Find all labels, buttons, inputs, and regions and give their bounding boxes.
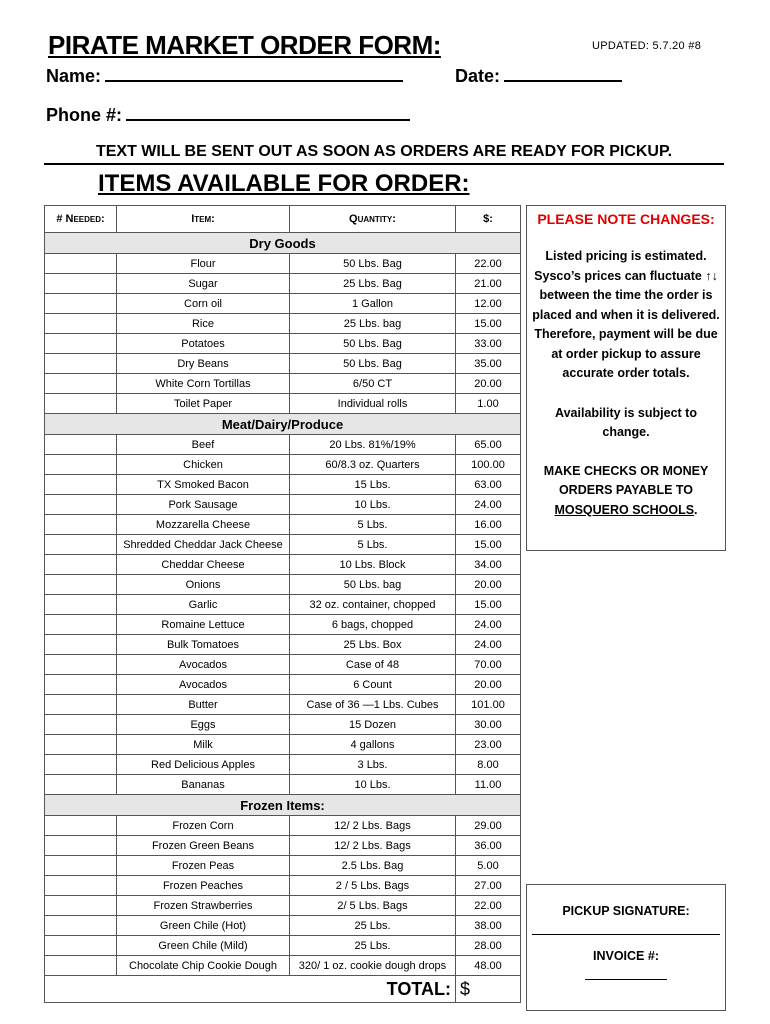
item-name: Potatoes: [117, 334, 290, 354]
header-price: $:: [456, 206, 521, 233]
item-row: [45, 836, 521, 856]
item-quantity: 32 oz. container, chopped: [290, 595, 456, 615]
item-price: 15.00: [456, 314, 521, 334]
item-row: [45, 916, 521, 936]
item-name: Milk: [117, 735, 290, 755]
item-name: Frozen Peas: [117, 856, 290, 876]
order-table-body: [45, 233, 521, 1003]
needed-input-cell[interactable]: [45, 495, 117, 515]
item-row: [45, 354, 521, 374]
item-price: 63.00: [456, 475, 521, 495]
needed-input-cell[interactable]: [45, 515, 117, 535]
item-name: Cheddar Cheese: [117, 555, 290, 575]
item-quantity: Case of 48: [290, 655, 456, 675]
item-quantity: 5 Lbs.: [290, 535, 456, 555]
item-quantity: 2/ 5 Lbs. Bags: [290, 896, 456, 916]
item-name: Shredded Cheddar Jack Cheese: [117, 535, 290, 555]
needed-input-cell[interactable]: [45, 876, 117, 896]
item-price: 12.00: [456, 294, 521, 314]
item-quantity: 6 Count: [290, 675, 456, 695]
item-quantity: 25 Lbs.: [290, 936, 456, 956]
needed-input-cell[interactable]: [45, 916, 117, 936]
item-quantity: 10 Lbs.: [290, 775, 456, 795]
needed-input-cell[interactable]: [45, 374, 117, 394]
item-row: [45, 896, 521, 916]
item-row: [45, 735, 521, 755]
item-row: [45, 675, 521, 695]
item-name: White Corn Tortillas: [117, 374, 290, 394]
item-quantity: 5 Lbs.: [290, 515, 456, 535]
needed-input-cell[interactable]: [45, 394, 117, 414]
item-name: Romaine Lettuce: [117, 615, 290, 635]
section-header-row: [45, 233, 521, 254]
item-name: Chicken: [117, 455, 290, 475]
item-name: Beef: [117, 435, 290, 455]
updated-stamp: UPDATED: 5.7.20 #8: [592, 40, 702, 52]
item-price: 101.00: [456, 695, 521, 715]
pricing-note: [531, 247, 721, 384]
item-price: 29.00: [456, 816, 521, 836]
needed-input-cell[interactable]: [45, 475, 117, 495]
item-name: Rice: [117, 314, 290, 334]
item-name: Frozen Peaches: [117, 876, 290, 896]
item-quantity: 3 Lbs.: [290, 755, 456, 775]
item-row: [45, 555, 521, 575]
pickup-notice: TEXT WILL BE SENT OUT AS SOON AS ORDERS ARE READY FOR PICKUP.: [44, 143, 724, 165]
section-header-row: [45, 414, 521, 435]
item-row: [45, 936, 521, 956]
needed-input-cell[interactable]: [45, 836, 117, 856]
total-label: TOTAL:: [45, 976, 456, 1003]
item-price: 15.00: [456, 595, 521, 615]
invoice-label: INVOICE #:: [593, 949, 659, 963]
item-quantity: 10 Lbs. Block: [290, 555, 456, 575]
item-price: 33.00: [456, 334, 521, 354]
needed-input-cell[interactable]: [45, 455, 117, 475]
section-title: Meat/Dairy/Produce: [45, 414, 521, 435]
order-table: [44, 205, 521, 1003]
item-row: [45, 495, 521, 515]
item-name: Dry Beans: [117, 354, 290, 374]
item-name: Chocolate Chip Cookie Dough: [117, 956, 290, 976]
item-row: [45, 455, 521, 475]
item-row: [45, 695, 521, 715]
phone-field: [46, 103, 410, 126]
item-name: Sugar: [117, 274, 290, 294]
item-row: [45, 435, 521, 455]
item-quantity: 25 Lbs. Box: [290, 635, 456, 655]
up-down-arrows-icon: ↑↓: [705, 268, 718, 283]
item-price: 22.00: [456, 254, 521, 274]
phone-label: Phone #:: [46, 105, 123, 125]
needed-input-cell[interactable]: [45, 715, 117, 735]
item-quantity: 4 gallons: [290, 735, 456, 755]
needed-input-cell[interactable]: [45, 575, 117, 595]
item-row: [45, 615, 521, 635]
item-row: [45, 876, 521, 896]
needed-input-cell[interactable]: [45, 314, 117, 334]
needed-input-cell[interactable]: [45, 755, 117, 775]
item-row: [45, 595, 521, 615]
pickup-signature-line[interactable]: [532, 928, 720, 935]
item-quantity: 20 Lbs. 81%/19%: [290, 435, 456, 455]
item-name: Corn oil: [117, 294, 290, 314]
item-quantity: 50 Lbs. Bag: [290, 254, 456, 274]
item-row: [45, 274, 521, 294]
item-quantity: 1 Gallon: [290, 294, 456, 314]
item-quantity: 2 / 5 Lbs. Bags: [290, 876, 456, 896]
item-price: 24.00: [456, 635, 521, 655]
item-price: 15.00: [456, 535, 521, 555]
item-price: 35.00: [456, 354, 521, 374]
item-price: 34.00: [456, 555, 521, 575]
item-name: Butter: [117, 695, 290, 715]
form-title: PIRATE MARKET ORDER FORM:: [48, 30, 441, 60]
pickup-signature-label: PICKUP SIGNATURE:: [562, 904, 690, 918]
date-blank[interactable]: [504, 64, 622, 82]
item-price: 30.00: [456, 715, 521, 735]
needed-input-cell[interactable]: [45, 354, 117, 374]
item-name: Mozzarella Cheese: [117, 515, 290, 535]
item-price: 48.00: [456, 956, 521, 976]
item-price: 36.00: [456, 836, 521, 856]
needed-input-cell[interactable]: [45, 655, 117, 675]
item-price: 27.00: [456, 876, 521, 896]
item-price: 1.00: [456, 394, 521, 414]
signature-box: [526, 884, 726, 1011]
item-price: 5.00: [456, 856, 521, 876]
needed-input-cell[interactable]: [45, 816, 117, 836]
item-quantity: 50 Lbs. Bag: [290, 334, 456, 354]
item-price: 21.00: [456, 274, 521, 294]
header-quantity: Quantity:: [290, 206, 456, 233]
item-row: [45, 715, 521, 735]
item-name: Frozen Corn: [117, 816, 290, 836]
item-row: [45, 314, 521, 334]
item-price: 65.00: [456, 435, 521, 455]
item-row: [45, 294, 521, 314]
item-price: 70.00: [456, 655, 521, 675]
needed-input-cell[interactable]: [45, 555, 117, 575]
needed-input-cell[interactable]: [45, 595, 117, 615]
item-row: [45, 515, 521, 535]
item-quantity: 12/ 2 Lbs. Bags: [290, 836, 456, 856]
item-name: Bananas: [117, 775, 290, 795]
item-name: Eggs: [117, 715, 290, 735]
item-price: 38.00: [456, 916, 521, 936]
item-price: 100.00: [456, 455, 521, 475]
needed-input-cell[interactable]: [45, 896, 117, 916]
item-name: Flour: [117, 254, 290, 274]
needed-input-cell[interactable]: [45, 936, 117, 956]
needed-input-cell[interactable]: [45, 334, 117, 354]
item-quantity: Case of 36 —1 Lbs. Cubes: [290, 695, 456, 715]
item-row: [45, 535, 521, 555]
total-amount-field[interactable]: $: [456, 976, 521, 1003]
item-price: 8.00: [456, 755, 521, 775]
pricing-note-part2: between the time the order is placed and when it is delivered. Therefore, payment will be due at order pickup to assure accurate order totals.: [532, 288, 720, 380]
payment-note-text: MAKE CHECKS OR MONEY ORDERS PAYABLE TO: [543, 463, 709, 497]
total-row: [45, 976, 521, 1003]
item-name: Toilet Paper: [117, 394, 290, 414]
item-row: [45, 816, 521, 836]
item-row: [45, 655, 521, 675]
name-label: Name:: [46, 66, 102, 86]
needed-input-cell[interactable]: [45, 435, 117, 455]
item-row: [45, 956, 521, 976]
name-blank[interactable]: [105, 64, 403, 82]
phone-blank[interactable]: [126, 103, 410, 121]
section-title: Dry Goods: [45, 233, 521, 254]
payee-name: MOSQUERO SCHOOLS: [554, 502, 695, 517]
item-row: [45, 635, 521, 655]
needed-input-cell[interactable]: [45, 254, 117, 274]
item-name: Green Chile (Hot): [117, 916, 290, 936]
item-price: 24.00: [456, 495, 521, 515]
items-title: ITEMS AVAILABLE FOR ORDER:: [98, 170, 470, 197]
item-price: 23.00: [456, 735, 521, 755]
notes-box: [526, 205, 726, 551]
item-name: Onions: [117, 575, 290, 595]
item-price: 22.00: [456, 896, 521, 916]
item-name: Pork Sausage: [117, 495, 290, 515]
item-quantity: 25 Lbs.: [290, 916, 456, 936]
item-quantity: 320/ 1 oz. cookie dough drops: [290, 956, 456, 976]
item-quantity: 25 Lbs. bag: [290, 314, 456, 334]
item-row: [45, 755, 521, 775]
item-row: [45, 775, 521, 795]
payment-note: [531, 462, 721, 521]
item-price: 24.00: [456, 615, 521, 635]
item-row: [45, 374, 521, 394]
item-quantity: 50 Lbs. bag: [290, 575, 456, 595]
notes-heading: PLEASE NOTE CHANGES:: [537, 211, 715, 227]
needed-input-cell[interactable]: [45, 775, 117, 795]
item-quantity: 15 Dozen: [290, 715, 456, 735]
needed-input-cell[interactable]: [45, 615, 117, 635]
item-row: [45, 394, 521, 414]
item-name: Avocados: [117, 675, 290, 695]
item-quantity: 10 Lbs.: [290, 495, 456, 515]
payment-note-period: .: [694, 502, 698, 517]
section-title: Frozen Items:: [45, 795, 521, 816]
item-row: [45, 334, 521, 354]
item-quantity: 6/50 CT: [290, 374, 456, 394]
item-price: 28.00: [456, 936, 521, 956]
item-row: [45, 475, 521, 495]
pricing-note-part1: Listed pricing is estimated. Sysco’s prices can fluctuate: [534, 249, 707, 283]
item-price: 20.00: [456, 374, 521, 394]
availability-note: Availability is subject to change.: [555, 405, 697, 439]
item-quantity: 25 Lbs. Bag: [290, 274, 456, 294]
header-item: Item:: [117, 206, 290, 233]
item-quantity: 12/ 2 Lbs. Bags: [290, 816, 456, 836]
date-field: [455, 64, 622, 87]
item-price: 16.00: [456, 515, 521, 535]
item-price: 20.00: [456, 675, 521, 695]
name-field: [46, 64, 403, 87]
needed-input-cell[interactable]: [45, 294, 117, 314]
notes-body: [527, 247, 725, 520]
item-row: [45, 856, 521, 876]
item-row: [45, 575, 521, 595]
needed-input-cell[interactable]: [45, 675, 117, 695]
item-name: TX Smoked Bacon: [117, 475, 290, 495]
needed-input-cell[interactable]: [45, 856, 117, 876]
item-price: 20.00: [456, 575, 521, 595]
date-label: Date:: [455, 66, 501, 86]
item-name: Frozen Strawberries: [117, 896, 290, 916]
needed-input-cell[interactable]: [45, 695, 117, 715]
item-quantity: 2.5 Lbs. Bag: [290, 856, 456, 876]
header-needed: # Needed:: [45, 206, 117, 233]
item-quantity: 50 Lbs. Bag: [290, 354, 456, 374]
item-row: [45, 254, 521, 274]
item-quantity: 15 Lbs.: [290, 475, 456, 495]
item-name: Bulk Tomatoes: [117, 635, 290, 655]
needed-input-cell[interactable]: [45, 535, 117, 555]
item-name: Green Chile (Mild): [117, 936, 290, 956]
item-price: 11.00: [456, 775, 521, 795]
invoice-number-line[interactable]: [585, 967, 667, 980]
item-quantity: Individual rolls: [290, 394, 456, 414]
item-name: Frozen Green Beans: [117, 836, 290, 856]
needed-input-cell[interactable]: [45, 735, 117, 755]
item-name: Red Delicious Apples: [117, 755, 290, 775]
needed-input-cell[interactable]: [45, 635, 117, 655]
item-quantity: 60/8.3 oz. Quarters: [290, 455, 456, 475]
needed-input-cell[interactable]: [45, 274, 117, 294]
needed-input-cell[interactable]: [45, 956, 117, 976]
section-header-row: [45, 795, 521, 816]
item-name: Garlic: [117, 595, 290, 615]
item-quantity: 6 bags, chopped: [290, 615, 456, 635]
table-header-row: [45, 206, 521, 233]
item-name: Avocados: [117, 655, 290, 675]
